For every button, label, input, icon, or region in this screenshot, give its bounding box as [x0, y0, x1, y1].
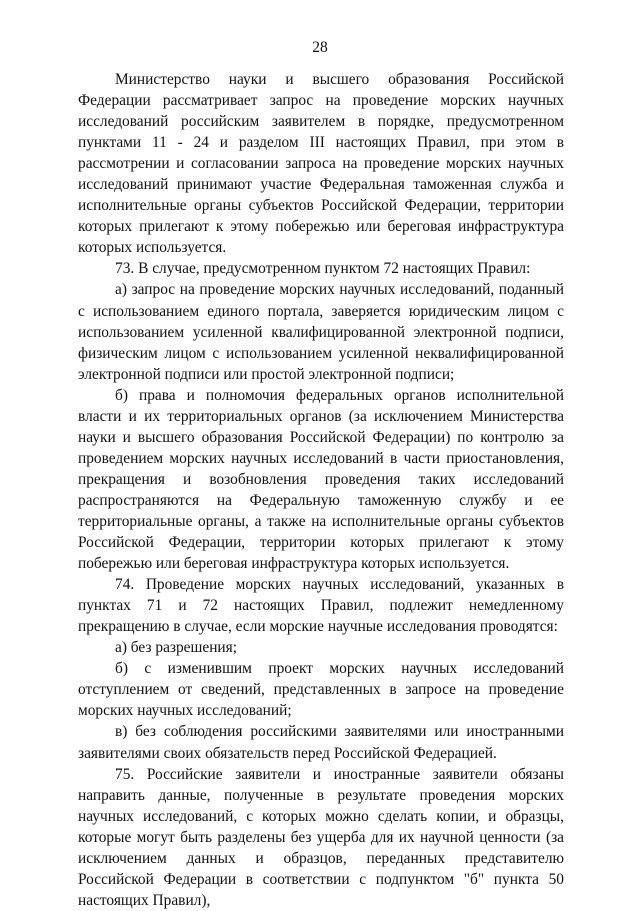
document-body	[78, 69, 564, 911]
paragraph-clause-74: 74. Проведение морских научных исследований, указанных в пунктах 71 и 72 настоящих Правил, подлежит немедленному прекращению в случае, если морские научные исследования проводятся:	[78, 576, 564, 636]
paragraph-clause-73-a: а) запрос на проведение морских научных исследований, поданный с использованием единого портала, заверяется юридическим лицом с использованием усиленной квалифицированной электронной подписи, физическим лицом с использованием усиленной неквалифицированной электронной подписи или простой электронной подписи;	[78, 281, 564, 383]
paragraph-clause-73: 73. В случае, предусмотренном пунктом 72 настоящих Правил:	[115, 260, 531, 278]
paragraph-clause-74-a: а) без разрешения;	[115, 639, 238, 657]
page-number: 28	[312, 39, 328, 56]
paragraph-ministry-review: Министерство науки и высшего образования Российской Федерации рассматривает запрос на проведение морских научных исследований российским заявителем в порядке, предусмотренном пунктами 11 - 24 и разделом III настоящих Правил, при этом в рассмотрении и согласовании запроса на проведение морских научных исследований принимают участие Федеральная таможенная служба и исполнительные органы субъектов Российской Федерации, территории которых прилегают к этому побережью или береговая инфраструктура которых используется.	[78, 71, 564, 257]
paragraph-clause-74-b: б) с изменившим проект морских научных исследований отступлением от сведений, представленных в запросе на проведение морских научных исследований;	[78, 660, 564, 720]
paragraph-clause-74-c: в) без соблюдения российскими заявителями или иностранными заявителями своих обязательств перед Российской Федерацией.	[78, 723, 564, 762]
paragraph-clause-73-b: б) права и полномочия федеральных органов исполнительной власти и их территориальных органов (за исключением Министерства науки и высшего образования Российской Федерации) по контролю за проведением морских научных исследований в части приостановления, прекращения и возобновления проведения таких исследований распространяются на Федеральную таможенную службу и ее территориальные органы, а также на исполнительные органы субъектов Российской Федерации, территории которых прилегают к этому побережью или береговая инфраструктура которых используется.	[78, 386, 564, 573]
paragraph-clause-75: 75. Российские заявители и иностранные заявители обязаны направить данные, полученные в результате проведения морских научных исследований, с которых можно сделать копии, и образцы, которые могут быть разделены без ущерба для их научной ценности (за исключением данных и образцов, переданных представителю Российской Федерации в соответствии с подпунктом "б" пункта 50 настоящих Правил),	[78, 765, 564, 909]
